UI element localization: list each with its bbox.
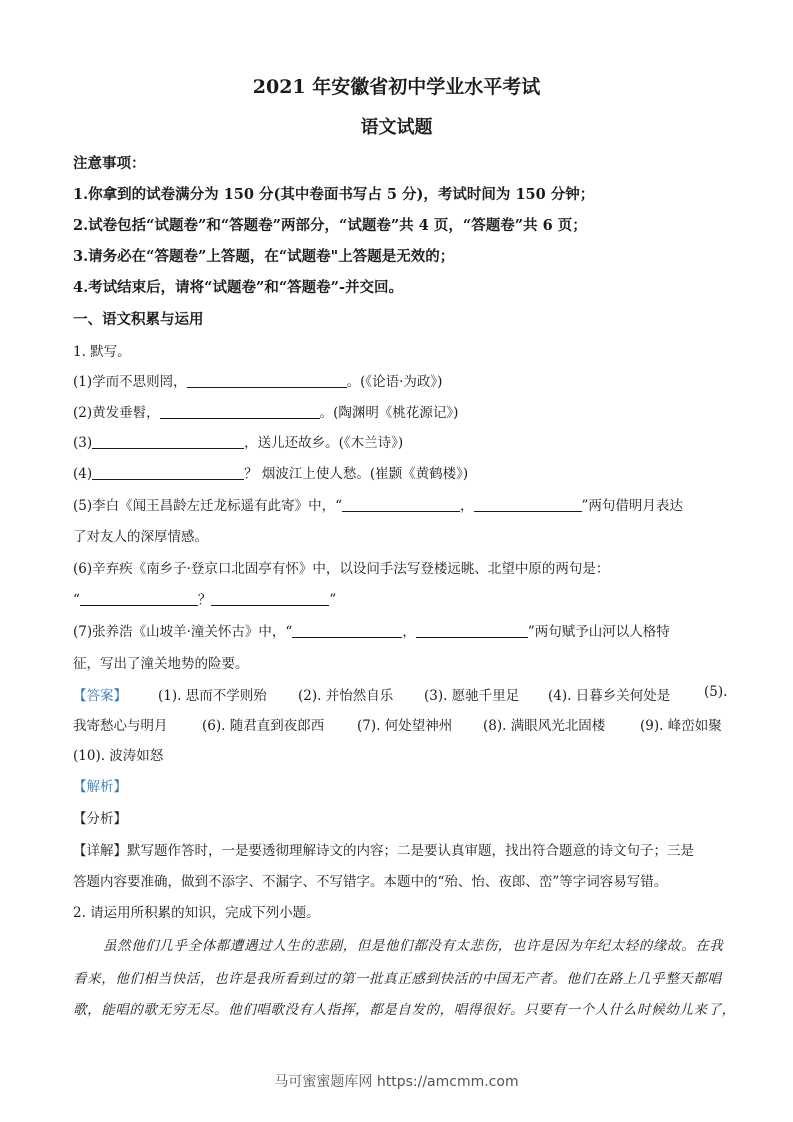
note-item-4: 4.考试结束后，请将“试题卷”和“答题卷”-并交回。 [73, 279, 404, 296]
q1-line-5-cont: 了对友人的深厚情感。 [73, 529, 208, 545]
q1-l3-post: ，送儿还故乡。(《木兰诗》) [244, 435, 404, 451]
q1-line-7-cont: 征，写出了潼关地势的险要。 [73, 656, 249, 672]
passage-line-2: 看来，他们相当快活，也许是我所看到过的第一批真正感到快活的中国无产者。他们在路上几乎整天都唱 [73, 971, 722, 987]
q1-l5-pre: (5)李白《闻王昌龄左迁龙标遥有此寄》中，“ [73, 498, 343, 514]
detail-line-1: 【详解】默写题作答时，一是要透彻理解诗文的内容；二是要认真审题，找出符合题意的诗文句子；三是 [73, 843, 694, 859]
q1-line-6b [73, 588, 336, 608]
answer-item: (6). 随君直到夜郎西 [202, 718, 325, 734]
q1-l6b-mid: ？ [197, 592, 212, 608]
q1-l2-pre: (2)黄发垂髫， [73, 405, 160, 421]
q1-l7-pre: (7)张养浩《山坡羊·潼关怀古》中，“ [73, 624, 293, 640]
note-item-1: 1.你拿到的试卷满分为 150 分(其中卷面书写占 5 分)，考试时间为 150 分钟； [73, 186, 595, 203]
answer-blank-6b[interactable] [211, 591, 329, 606]
answer-tag: 【答案】 [73, 688, 127, 704]
answer-blank-7a[interactable] [292, 623, 402, 638]
answer-item: (9). 峰峦如聚 [640, 718, 722, 734]
passage-line-1: 虽然他们几乎全体都遭遇过人生的悲剧，但是他们都没有太悲伤，也许是因为年纪太轻的缘故。在我 [103, 938, 724, 954]
passage-line-3: 歌，能唱的歌无穷无尽。他们唱歌没有人指挥，都是自发的，唱得很好。只要有一个人什么时候幼儿来了， [73, 1002, 736, 1018]
q1-l1-post: 。(《论语·为政》) [346, 374, 443, 390]
q1-l7-post: ”两句赋予山河以人格特 [527, 624, 670, 640]
q1-l4-pre: (4) [73, 466, 93, 482]
q1-l2-post: 。(陶渊明《桃花源记》) [319, 405, 459, 421]
q1-line-6: (6)辛弃疾《南乡子·登京口北固亭有怀》中，以设问手法写登楼远眺、北望中原的两句是： [73, 561, 610, 577]
notes-header: 注意事项： [73, 155, 146, 172]
answer-item: (2). 并怡然自乐 [298, 688, 394, 704]
answer-item: (5). [704, 684, 728, 700]
answer-item: (1). 思而不学则殆 [158, 688, 267, 704]
q1-l6b-post: ” [329, 592, 337, 608]
note-item-3: 3.请务必在“答题卷”上答题，在“试题卷"上答题是无效的； [73, 248, 455, 265]
answer-item: (7). 何处望神州 [357, 718, 453, 734]
answer-blank-7b[interactable] [416, 623, 528, 638]
answer-item: 我寄愁心与明月 [73, 718, 168, 734]
q1-l6b-pre: “ [73, 592, 80, 608]
q2-stem: 2. 请运用所积累的知识，完成下列小题。 [73, 905, 320, 921]
answer-blank-6a[interactable] [80, 591, 198, 606]
q1-line-1 [73, 370, 442, 390]
note-item-2: 2.试卷包括“试题卷”和“答题卷”两部分，“试题卷”共 4 页，“答题卷”共 6 页； [73, 217, 587, 234]
q1-line-7 [73, 620, 670, 640]
page-title: 2021 年安徽省初中学业水平考试 [252, 76, 541, 98]
answer-blank-1[interactable] [187, 373, 347, 388]
answer-item: (10). 波涛如怒 [73, 748, 164, 764]
page-subtitle: 语文试题 [360, 117, 433, 138]
answer-item: (8). 满眼风光北固楼 [483, 718, 606, 734]
q1-line-4 [73, 462, 468, 482]
answer-item: (3). 愿驰千里足 [424, 688, 520, 704]
fenxi-tag: 【分析】 [73, 811, 127, 827]
answer-blank-4[interactable] [92, 465, 244, 480]
q1-line-2 [73, 401, 458, 421]
answer-blank-5b[interactable] [474, 497, 582, 512]
answer-item: (4). 日暮乡关何处是 [548, 688, 671, 704]
q1-l3-pre: (3) [73, 435, 93, 451]
footer-watermark: 马可蜜蜜题库网 https://amcmm.com [274, 1074, 519, 1090]
q1-l7-mid: ， [402, 624, 416, 640]
q1-l5-post: ”两句借明月表达 [581, 498, 683, 514]
q1-l1-pre: (1)学而不思则罔， [73, 374, 187, 390]
answer-blank-5a[interactable] [342, 497, 460, 512]
q1-l4-post: ？ 烟波江上使人愁。(崔颢《黄鹤楼》) [244, 466, 469, 482]
answer-blank-3[interactable] [92, 434, 244, 449]
q1-line-3 [73, 431, 403, 451]
detail-line-2: 答题内容要准确，做到不添字、不漏字、不写错字。本题中的“殆、怡、夜郎、峦”等字词容易写错。 [73, 874, 668, 890]
q1-l5-mid: ， [460, 498, 474, 514]
section-heading: 一、语文积累与运用 [73, 311, 204, 328]
q1-stem: 1. 默写。 [73, 344, 131, 360]
q1-line-5 [73, 494, 683, 514]
jiexi-tag: 【解析】 [73, 779, 127, 795]
answer-blank-2[interactable] [160, 404, 320, 419]
